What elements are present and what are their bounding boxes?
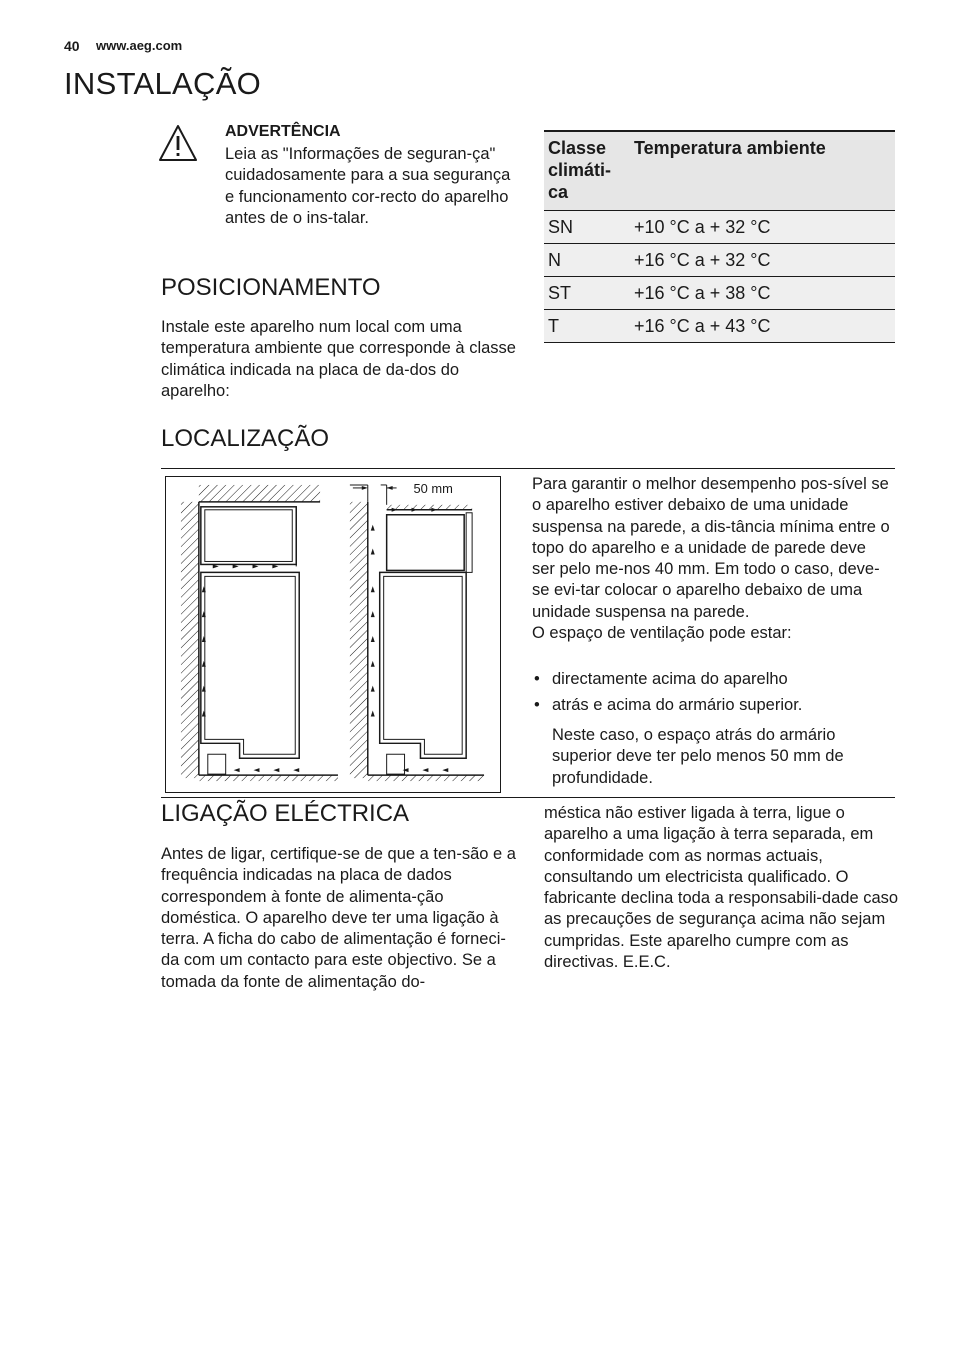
table-cell-temperature: +16 °C a + 43 °C <box>630 310 895 343</box>
table-cell-class: T <box>544 310 630 343</box>
localizacao-text <box>532 474 892 644</box>
warning-title: ADVERTÊNCIA <box>225 123 341 140</box>
table-cell-temperature: +16 °C a + 38 °C <box>630 277 895 310</box>
table-cell-class: N <box>544 244 630 277</box>
table-cell-temperature: +16 °C a + 32 °C <box>630 244 895 277</box>
section-divider <box>161 797 895 798</box>
ligacao-text-col2: méstica não estiver ligada à terra, ligue o aparelho a uma ligação à terra separada, em conformidade com as normas actuais, consultando um electricista qualificado. O fabricante declina toda a responsabili-dade caso as precauções de segurança acima não sejam cumpridas. Este aparelho cumpre com as directivas. E.E.C. <box>544 804 899 972</box>
warning-triangle-icon <box>158 124 198 162</box>
section-title-posicionamento: POSICIONAMENTO <box>161 274 381 301</box>
climate-class-table <box>544 130 895 343</box>
section-title-ligacao: LIGAÇÃO ELÉCTRICA <box>161 800 410 827</box>
list-item: • directamente acima do aparelho <box>532 669 892 690</box>
localizacao-note: Neste caso, o espaço atrás do armário superior deve ter pelo menos 50 mm de profundidade. <box>552 726 844 787</box>
table-cell-class: SN <box>544 211 630 244</box>
warning-text: Leia as "Informações de seguran-ça" cuidadosamente para a sua segurança e funcionamento cor-recto do aparelho antes de o ins-talar. <box>225 145 511 227</box>
table-row <box>544 310 895 343</box>
section-divider <box>161 468 895 469</box>
list-item: • atrás e acima do armário superior. <box>532 695 892 716</box>
diagram-label-50mm: 50 mm <box>413 480 453 496</box>
website-url[interactable]: www.aeg.com <box>96 38 183 53</box>
table-cell-class: ST <box>544 277 630 310</box>
table-cell-temperature: +10 °C a + 32 °C <box>630 211 895 244</box>
ventilation-diagram <box>165 476 501 793</box>
table-row <box>544 211 895 244</box>
posicionamento-text: Instale este aparelho num local com uma temperatura ambiente que corresponde à classe climática indicada na placa de da-dos do aparelho: <box>161 318 516 400</box>
localizacao-list-intro: O espaço de ventilação pode estar: <box>532 624 792 643</box>
page-number: 40 <box>64 38 80 54</box>
ligacao-text-col1: Antes de ligar, certifique-se de que a ten-são e a frequência indicadas na placa de dados correspondem à fonte de alimenta-ção doméstica. O aparelho deve ter uma ligação à terra. A ficha do cabo de alimentação é forneci-da com um contacto para este objectivo. Se a tomada da fonte de alimentação do- <box>161 845 516 991</box>
table-row <box>544 244 895 277</box>
table-header-temperature: Temperatura ambiente <box>630 131 895 211</box>
table-header-class: Classe climáti-ca <box>544 131 630 211</box>
ventilation-list <box>532 669 892 722</box>
page-title: INSTALAÇÃO <box>64 66 262 101</box>
table-row <box>544 277 895 310</box>
section-title-localizacao: LOCALIZAÇÃO <box>161 425 330 452</box>
localizacao-paragraph: Para garantir o melhor desempenho pos-sível se o aparelho estiver debaixo de uma unidade suspensa na parede, a dis-tância mínima entre o topo do aparelho e a unidade de parede deve ser pelo me-nos 40 mm. Em todo o caso, deve-se evi-tar colocar o aparelho debaixo de uma unidade suspensa na parede. <box>532 475 890 621</box>
table-header-row <box>544 131 895 211</box>
